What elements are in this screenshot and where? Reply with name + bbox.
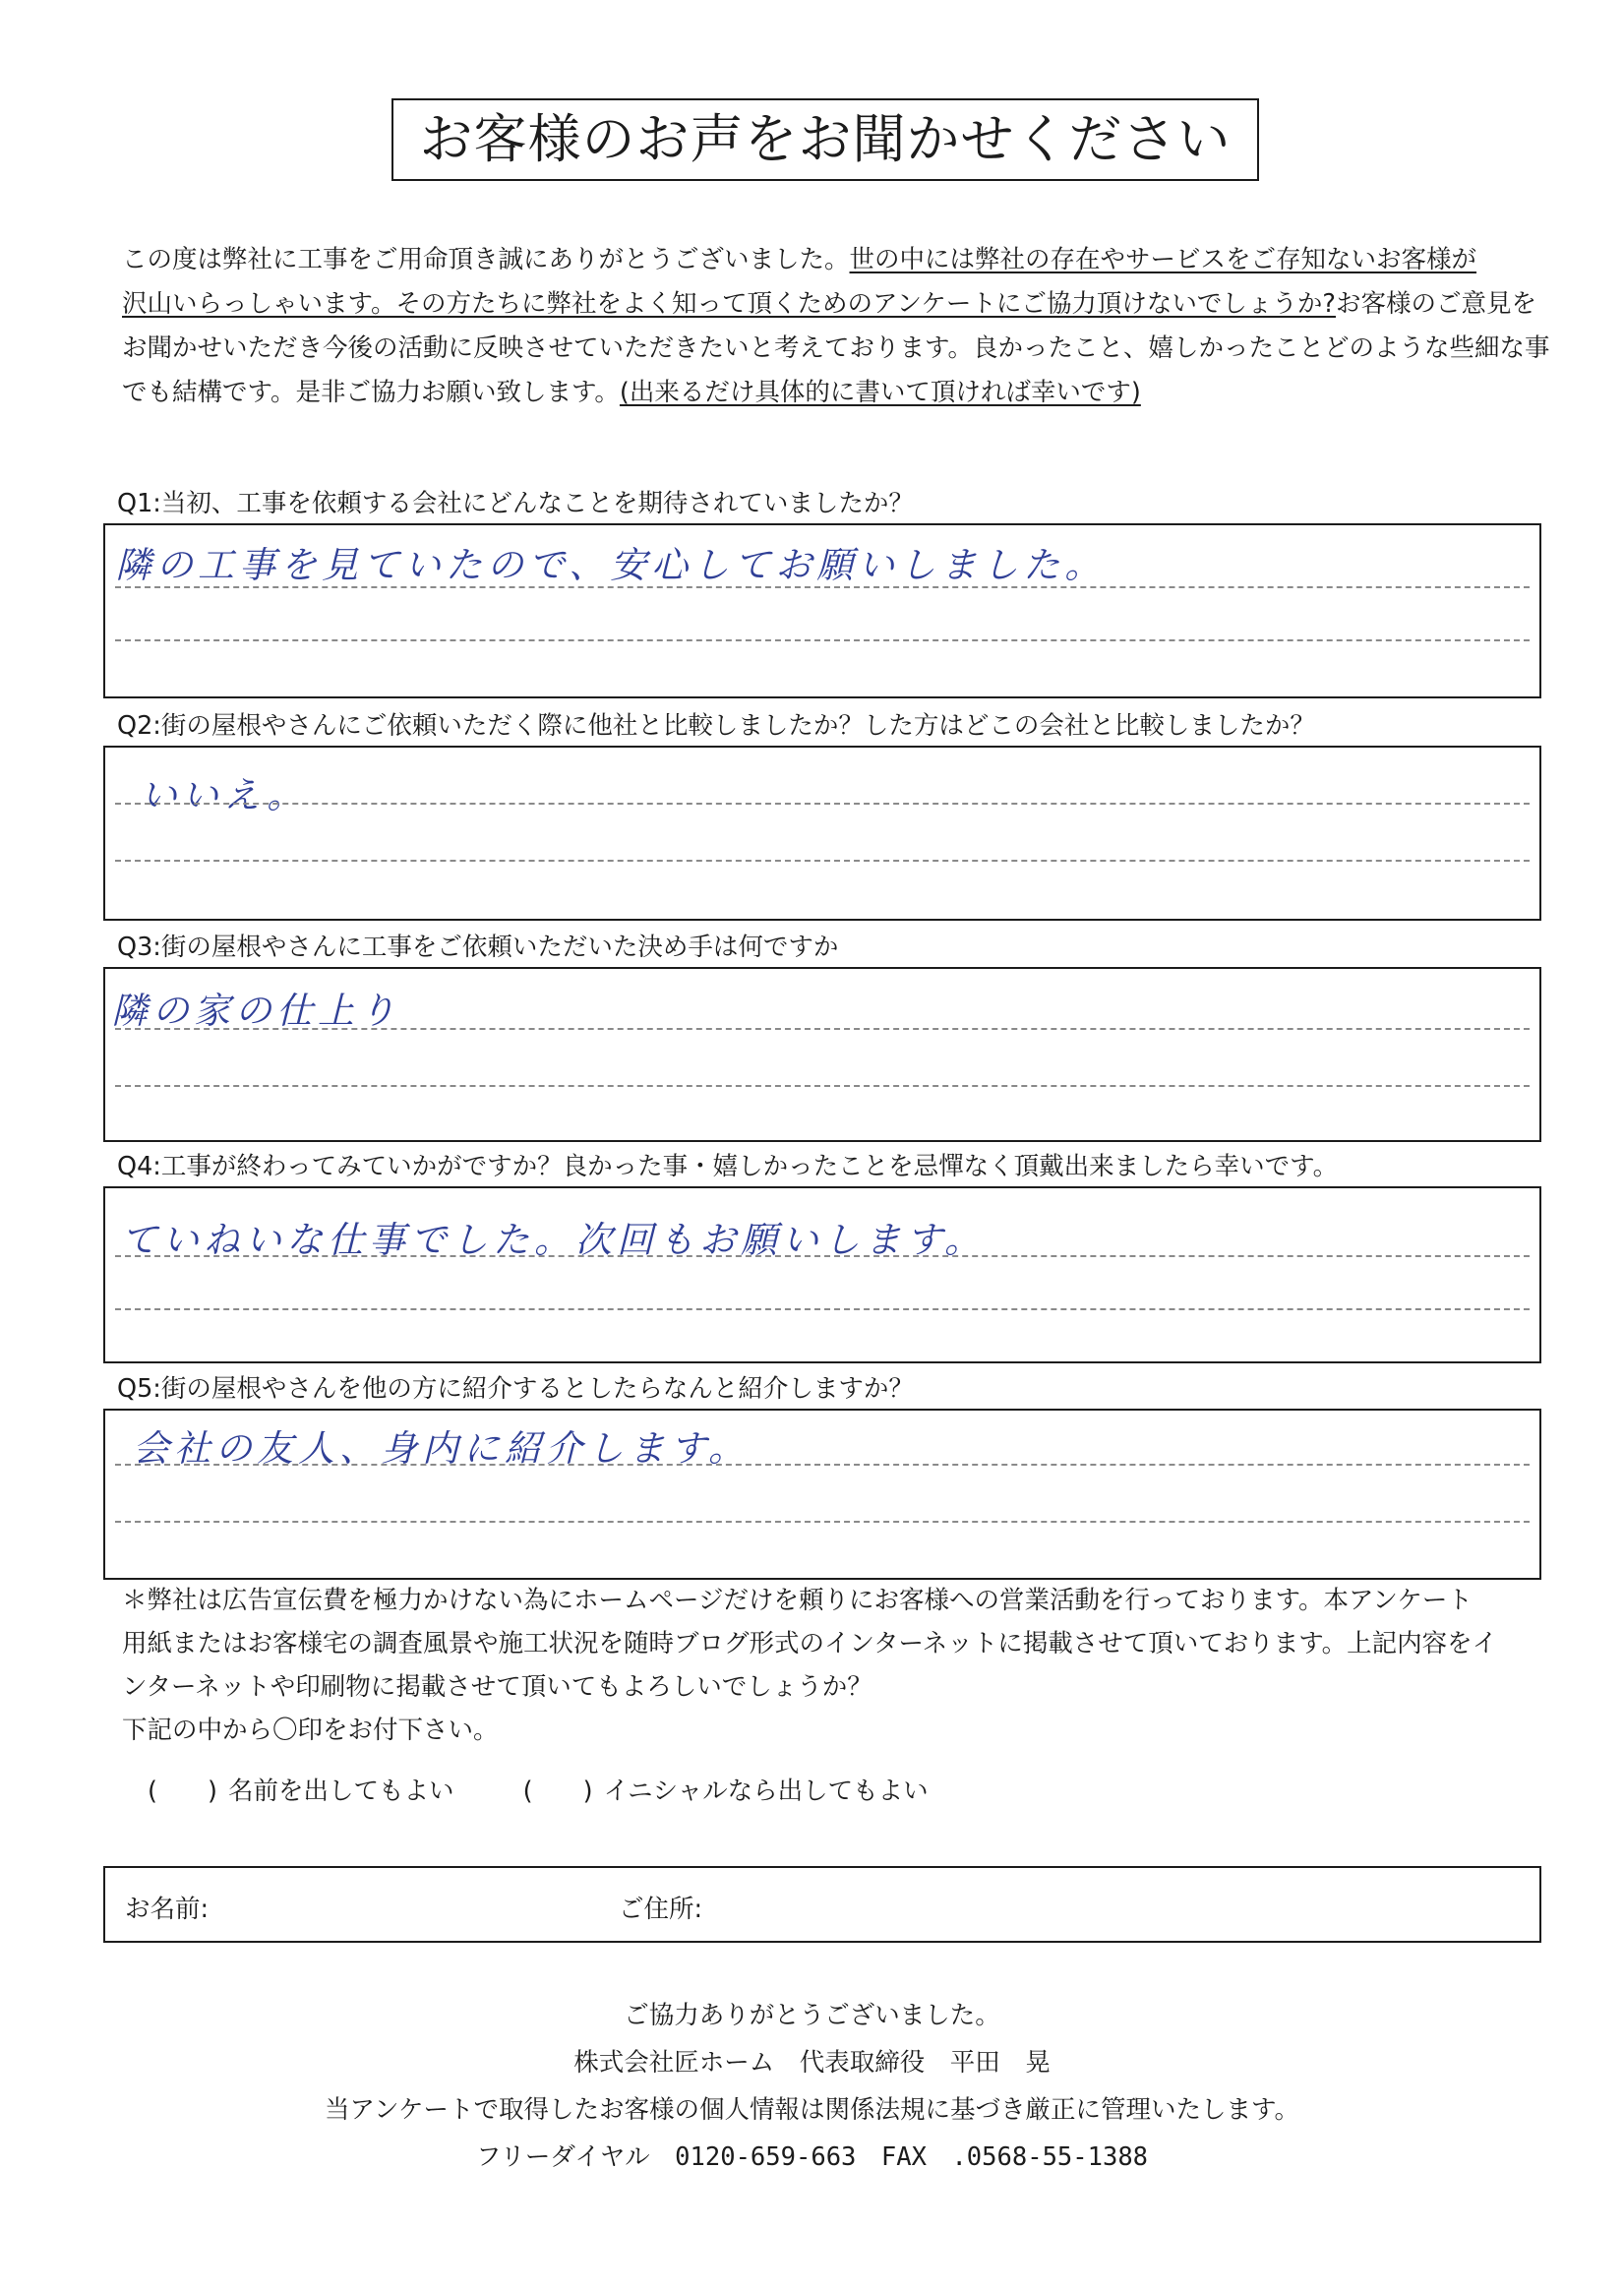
intro-text: お聞かせいただき今後の活動に反映させていただきたいと考えております。良かったこと、嬉しかったことどのような些細な事	[122, 333, 1550, 363]
answer-box-4[interactable]	[103, 1186, 1541, 1363]
answer-3-handwriting: 隣の家の仕上り	[111, 990, 400, 1032]
intro-line-1	[122, 238, 1550, 282]
question-1-label: Q1:当初、工事を依頼する会社にどんなことを期待されていましたか？	[117, 489, 914, 518]
intro-text: でも結構です。是非ご協力お願い致します。	[122, 378, 620, 407]
answer-line	[115, 1464, 1530, 1466]
publication-choices	[148, 1776, 990, 1807]
answer-box-3[interactable]	[103, 967, 1541, 1142]
footer-company: 株式会社匠ホーム 代表取締役 平田 晃	[573, 2048, 1051, 2078]
footer-privacy: 当アンケートで取得したお客様の個人情報は関係法規に基づき厳正に管理いたします。	[325, 2095, 1299, 2125]
answer-line	[115, 803, 1530, 805]
question-4-label: Q4:工事が終わってみていかがですか？良かった事・嬉しかったことを忌憚なく頂戴出来ましたら幸いです。	[117, 1152, 1339, 1181]
answer-line	[115, 586, 1530, 588]
footer	[0, 1992, 1624, 2181]
answer-2-handwriting: いいえ。	[141, 774, 309, 816]
intro-line-2	[122, 282, 1550, 327]
choice-label: 名前を出してもよい	[228, 1777, 454, 1806]
answer-line	[115, 1255, 1530, 1257]
answer-line	[115, 1308, 1530, 1310]
answer-box-2[interactable]	[103, 746, 1541, 921]
footer-contact: フリーダイヤル 0120-659-663 FAX .0568-55-1388	[475, 2142, 1149, 2172]
question-5-label: Q5:街の屋根やさんを他の方に紹介するとしたらなんと紹介しますか？	[117, 1374, 914, 1404]
answer-line	[115, 860, 1530, 862]
answer-line	[115, 1521, 1530, 1523]
choice-circle-slot[interactable]: ( )	[148, 1777, 217, 1806]
answer-5-handwriting: 会社の友人、身内に紹介します。	[133, 1427, 751, 1470]
footer-thanks: ご協力ありがとうございました。	[624, 2001, 1000, 2030]
question-3-label: Q3:街の屋根やさんに工事をご依頼いただいた決め手は何ですか	[117, 933, 839, 962]
choice-name-ok[interactable]	[148, 1776, 454, 1807]
address-label: ご住所:	[619, 1895, 703, 1924]
intro-underlined-text: 世の中には弊社の存在やサービスをご存知ないお客様が	[849, 245, 1477, 274]
answer-line	[115, 1028, 1530, 1030]
intro-line-4	[122, 371, 1550, 415]
answer-4-handwriting: ていねいな仕事でした。次回もお願いします。	[121, 1219, 987, 1261]
note-line-2: 用紙またはお客様宅の調査風景や施工状況を随時ブログ形式のインターネットに掲載させて頂いております。上記内容をイ	[122, 1629, 1498, 1658]
intro-text: お客様のご意見を	[1335, 289, 1536, 319]
name-label: お名前:	[125, 1895, 210, 1924]
choice-circle-slot[interactable]: ( )	[522, 1777, 593, 1806]
intro-line-3	[122, 327, 1550, 371]
choice-initials-ok[interactable]	[523, 1776, 929, 1807]
answer-line	[115, 639, 1530, 641]
note-line-3: ンターネットや印刷物に掲載させて頂いてもよろしいでしょうか？	[122, 1672, 872, 1702]
answer-box-1[interactable]	[103, 523, 1541, 698]
intro-paragraph	[122, 238, 1550, 415]
intro-underlined-text: 沢山いらっしゃいます。その方たちに弊社をよく知って頂くためのアンケートにご協力頂けないでしょうか?	[122, 289, 1336, 319]
answer-1-handwriting: 隣の工事を見ていたので、安心してお願いしました。	[115, 544, 1107, 586]
intro-underlined-text: (出来るだけ具体的に書いて頂ければ幸いです)	[619, 378, 1141, 407]
note-line-4: 下記の中から〇印をお付下さい。	[122, 1716, 499, 1745]
note-line-1: ＊弊社は広告宣伝費を極力かけない為にホームページだけを頼りにお客様への営業活動を行っております。本アンケート	[122, 1586, 1473, 1615]
answer-box-5[interactable]	[103, 1409, 1541, 1580]
choice-label: イニシャルなら出してもよい	[603, 1777, 929, 1806]
answer-line	[115, 1085, 1530, 1087]
page-title: お客様のお声をお聞かせください	[391, 98, 1259, 181]
question-2-label: Q2:街の屋根やさんにご依頼いただく際に他社と比較しましたか？した方はどこの会社と比較しましたか？	[117, 711, 1315, 741]
intro-text: この度は弊社に工事をご用命頂き誠にありがとうございました。	[122, 245, 850, 274]
publication-note	[122, 1579, 1550, 1752]
name-address-box[interactable]	[103, 1866, 1541, 1943]
